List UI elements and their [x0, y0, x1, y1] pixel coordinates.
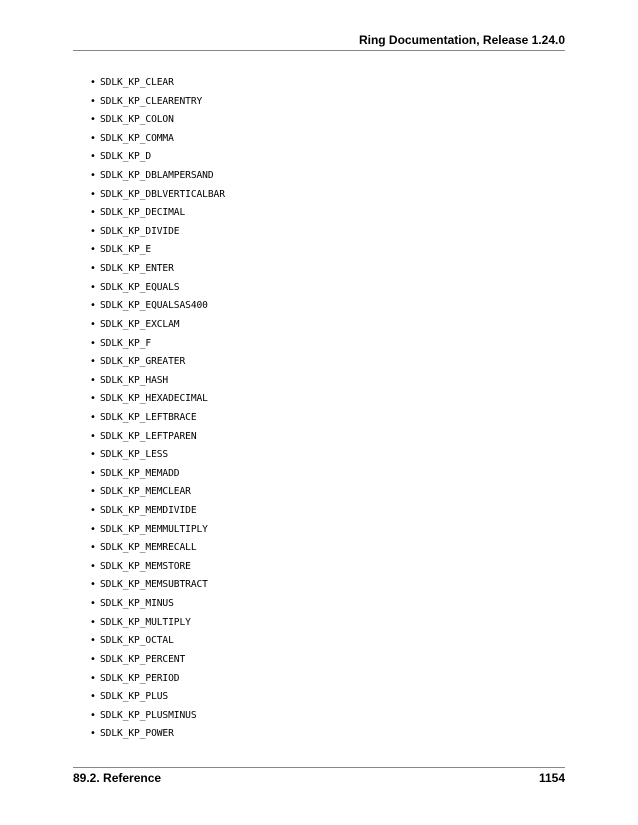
- constant-name: SDLK_KP_GREATER: [100, 356, 186, 368]
- bullet-icon: •: [90, 635, 96, 647]
- constant-name: SDLK_KP_MEMDIVIDE: [100, 505, 197, 517]
- constant-name: SDLK_KP_DBLAMPERSAND: [100, 170, 214, 182]
- constant-name: SDLK_KP_MEMRECALL: [100, 542, 197, 554]
- bullet-icon: •: [90, 281, 96, 293]
- bullet-icon: •: [90, 170, 96, 182]
- list-item: [90, 558, 225, 577]
- list-item: [90, 204, 225, 223]
- constant-name: SDLK_KP_DECIMAL: [100, 207, 186, 219]
- list-item: [90, 614, 225, 633]
- constant-name: SDLK_KP_POWER: [100, 728, 174, 740]
- list-item: [90, 316, 225, 335]
- constant-name: SDLK_KP_COLON: [100, 114, 174, 126]
- constant-name: SDLK_KP_D: [100, 151, 152, 163]
- bullet-icon: •: [90, 95, 96, 107]
- list-item: [90, 74, 225, 93]
- constant-name: SDLK_KP_COMMA: [100, 132, 174, 144]
- list-item: [90, 130, 225, 149]
- bullet-icon: •: [90, 653, 96, 665]
- list-item: [90, 428, 225, 447]
- list-item: [90, 223, 225, 242]
- constant-name: SDLK_KP_LEFTPAREN: [100, 430, 197, 442]
- bullet-icon: •: [90, 188, 96, 200]
- constant-name: SDLK_KP_MEMADD: [100, 467, 180, 479]
- bullet-icon: •: [90, 709, 96, 721]
- bullet-icon: •: [90, 318, 96, 330]
- constant-name: SDLK_KP_ENTER: [100, 263, 174, 275]
- list-item: [90, 539, 225, 558]
- list-item: [90, 111, 225, 130]
- constant-name: SDLK_KP_F: [100, 337, 152, 349]
- bullet-icon: •: [90, 449, 96, 461]
- section-label: 89.2. Reference: [73, 771, 162, 785]
- bullet-icon: •: [90, 263, 96, 275]
- constant-name: SDLK_KP_PERCENT: [100, 653, 186, 665]
- bullet-icon: •: [90, 411, 96, 423]
- bullet-icon: •: [90, 225, 96, 237]
- bullet-icon: •: [90, 300, 96, 312]
- constant-name: SDLK_KP_LESS: [100, 449, 169, 461]
- constant-name: SDLK_KP_PERIOD: [100, 672, 180, 684]
- list-item: [90, 297, 225, 316]
- page-number: 1154: [538, 771, 565, 785]
- bullet-icon: •: [90, 560, 96, 572]
- constant-name: SDLK_KP_HASH: [100, 374, 169, 386]
- list-item: [90, 595, 225, 614]
- list-item: [90, 465, 225, 484]
- constant-name: SDLK_KP_CLEARENTRY: [100, 95, 203, 107]
- bullet-icon: •: [90, 77, 96, 88]
- list-item: [90, 725, 225, 744]
- list-item: [90, 409, 225, 428]
- constant-name: SDLK_KP_EXCLAM: [100, 318, 180, 330]
- list-item: [90, 260, 225, 279]
- constant-name: SDLK_KP_MULTIPLY: [100, 616, 191, 628]
- bullet-icon: •: [90, 356, 96, 368]
- bullet-icon: •: [90, 337, 96, 349]
- bullet-icon: •: [90, 616, 96, 628]
- list-item: [90, 353, 225, 372]
- list-item: [90, 372, 225, 391]
- list-item: [90, 390, 225, 409]
- bullet-icon: •: [90, 672, 96, 684]
- constant-name: SDLK_KP_MEMMULTIPLY: [100, 523, 208, 535]
- list-item: [90, 483, 225, 502]
- constant-name: SDLK_KP_MINUS: [100, 598, 174, 610]
- bullet-icon: •: [90, 207, 96, 219]
- list-item: [90, 707, 225, 726]
- bullet-icon: •: [90, 467, 96, 479]
- constant-name: SDLK_KP_MEMSUBTRACT: [100, 579, 208, 591]
- bullet-icon: •: [90, 430, 96, 442]
- running-footer: [73, 771, 565, 787]
- constant-name: SDLK_KP_PLUSMINUS: [100, 709, 197, 721]
- list-item: [90, 335, 225, 354]
- list-item: [90, 167, 225, 186]
- bullet-icon: •: [90, 579, 96, 591]
- bullet-icon: •: [90, 505, 96, 517]
- running-header: [73, 33, 565, 49]
- list-item: [90, 502, 225, 521]
- header-divider: [73, 50, 565, 51]
- document-title: Ring Documentation, Release 1.24.0: [358, 33, 565, 47]
- list-item: [90, 521, 225, 540]
- constant-name: SDLK_KP_MEMCLEAR: [100, 486, 191, 498]
- bullet-icon: •: [90, 244, 96, 256]
- list-item: [90, 93, 225, 112]
- footer-divider: [73, 767, 565, 768]
- list-item: [90, 241, 225, 260]
- bullet-icon: •: [90, 598, 96, 610]
- constant-name: SDLK_KP_MEMSTORE: [100, 560, 191, 572]
- constant-name: SDLK_KP_EQUALSAS400: [100, 300, 208, 312]
- constant-name: SDLK_KP_LEFTBRACE: [100, 411, 197, 423]
- bullet-icon: •: [90, 393, 96, 405]
- list-item: [90, 148, 225, 167]
- constant-name: SDLK_KP_HEXADECIMAL: [100, 393, 208, 405]
- constant-list: [90, 74, 225, 744]
- bullet-icon: •: [90, 374, 96, 386]
- bullet-icon: •: [90, 728, 96, 740]
- constant-name: SDLK_KP_OCTAL: [100, 635, 174, 647]
- constant-name: SDLK_KP_DBLVERTICALBAR: [100, 188, 225, 200]
- list-item: [90, 688, 225, 707]
- list-item: [90, 632, 225, 651]
- list-item: [90, 670, 225, 689]
- bullet-icon: •: [90, 691, 96, 703]
- list-item: [90, 186, 225, 205]
- constant-name: SDLK_KP_CLEAR: [100, 77, 174, 88]
- list-item: [90, 576, 225, 595]
- list-item: [90, 651, 225, 670]
- constant-name: SDLK_KP_PLUS: [100, 691, 169, 703]
- bullet-icon: •: [90, 114, 96, 126]
- bullet-icon: •: [90, 151, 96, 163]
- bullet-icon: •: [90, 132, 96, 144]
- constant-name: SDLK_KP_EQUALS: [100, 281, 180, 293]
- bullet-icon: •: [90, 486, 96, 498]
- bullet-icon: •: [90, 523, 96, 535]
- constant-name: SDLK_KP_DIVIDE: [100, 225, 180, 237]
- list-item: [90, 279, 225, 298]
- bullet-icon: •: [90, 542, 96, 554]
- constant-name: SDLK_KP_E: [100, 244, 152, 256]
- list-item: [90, 446, 225, 465]
